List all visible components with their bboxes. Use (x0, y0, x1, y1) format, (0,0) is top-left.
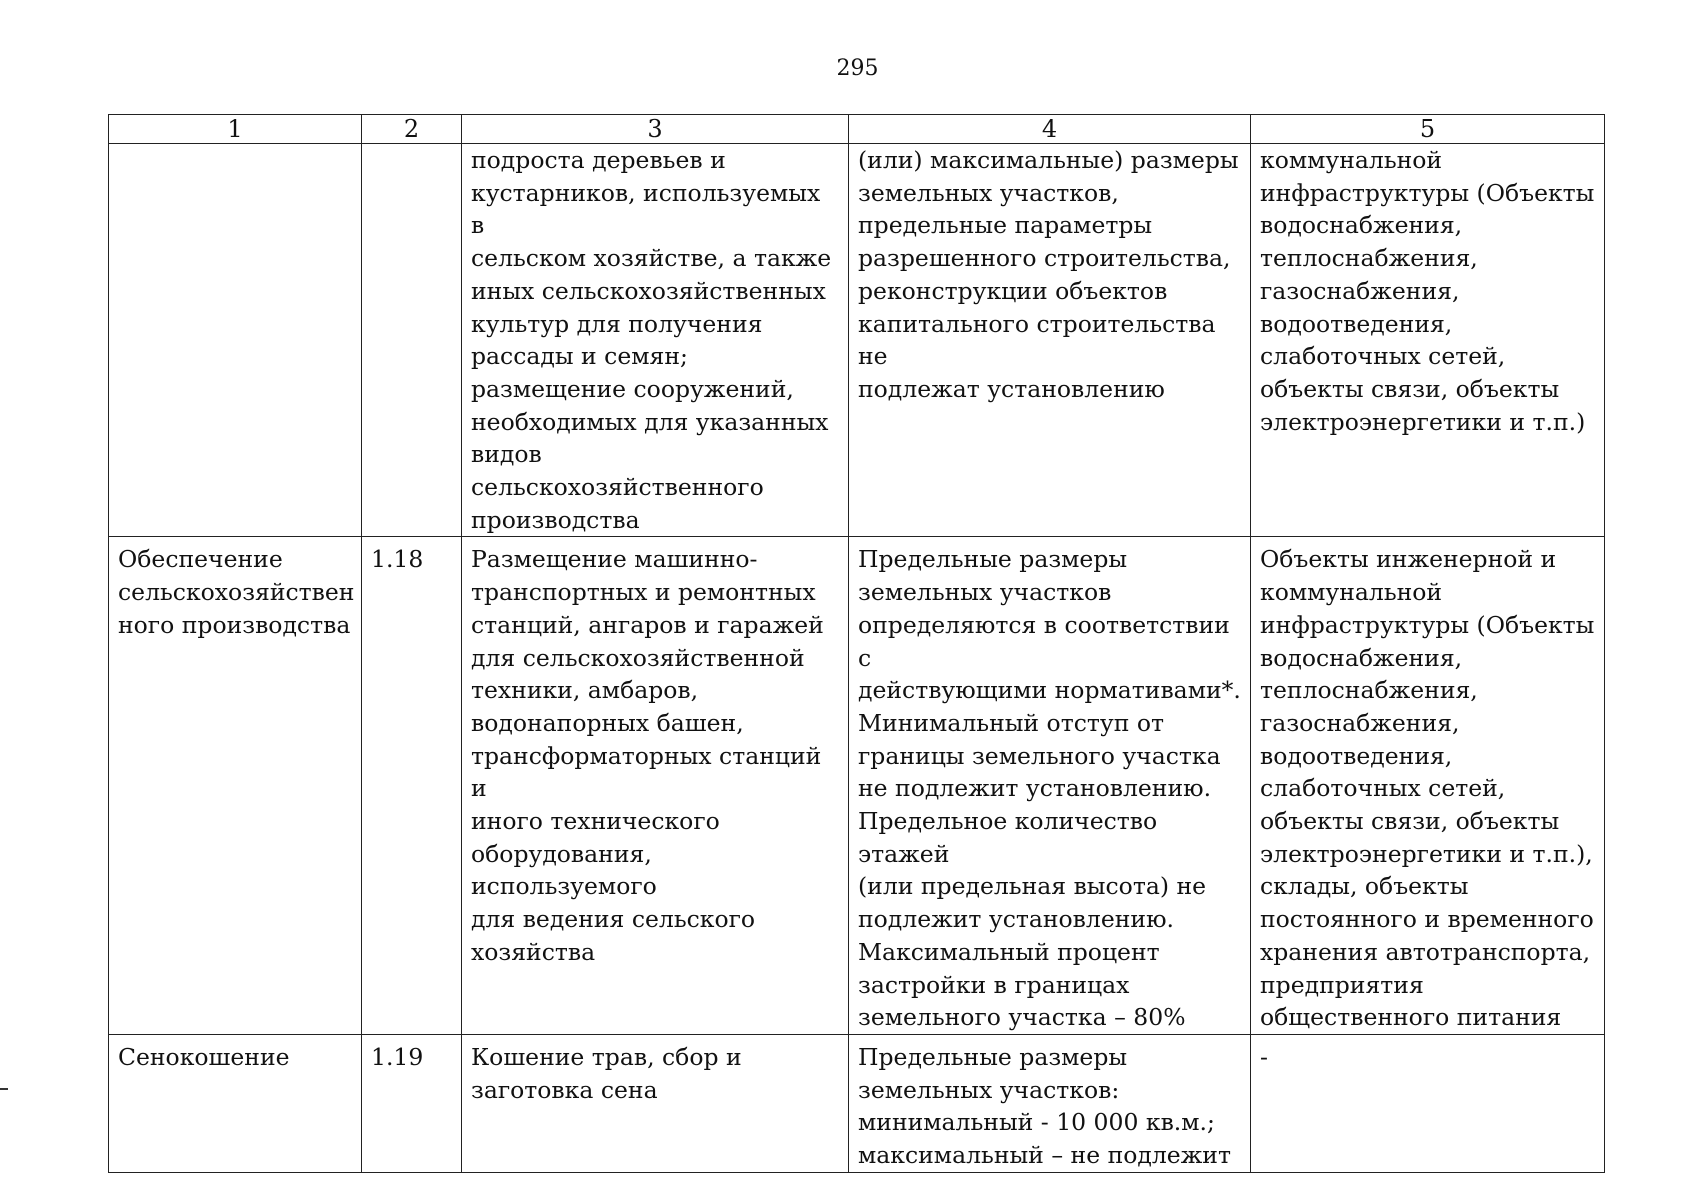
column-header-3: 3 (462, 115, 849, 144)
auxiliary-uses-cell: - (1251, 1034, 1605, 1172)
use-code-cell: 1.19 (362, 1034, 462, 1172)
column-header-5: 5 (1251, 115, 1605, 144)
use-description-cell: подроста деревьев и кустарников, используемых в сельском хозяйстве, а также иных сельскохозяйственных культур для получения рассады и семян; размещение сооружений, необходимых для указанных видов сельскохозяйственного производства (462, 144, 849, 537)
parameters-cell: Предельные размеры земельных участков: минимальный - 10 000 кв.м.; максимальный – не подлежит (849, 1034, 1251, 1172)
table-header-row (109, 115, 1605, 144)
column-header-4: 4 (849, 115, 1251, 144)
parameters-cell: Предельные размеры земельных участков определяются в соответствии с действующими нормативами*. Минимальный отступ от границы земельного участка не подлежит установлению. Предельное количество этажей (или предельная высота) не подлежит установлению. Максимальный процент застройки в границах земельного участка – 80% (849, 537, 1251, 1035)
column-header-2: 2 (362, 115, 462, 144)
column-header-1: 1 (109, 115, 362, 144)
auxiliary-uses-cell: Объекты инженерной и коммунальной инфраструктуры (Объекты водоснабжения, теплоснабжения, газоснабжения, водоотведения, слаботочных сетей, объекты связи, объекты электроэнергетики и т.п.), склады, объекты постоянного и временного хранения автотранспорта, предприятия общественного питания (1251, 537, 1605, 1035)
auxiliary-uses-cell: коммунальной инфраструктуры (Объекты водоснабжения, теплоснабжения, газоснабжения, водоотведения, слаботочных сетей, объекты связи, объекты электроэнергетики и т.п.) (1251, 144, 1605, 537)
use-name-cell (109, 144, 362, 537)
table-row (109, 1034, 1605, 1172)
use-code-cell (362, 144, 462, 537)
scan-edge-mark (0, 1088, 8, 1090)
use-name-cell: Сенокошение (109, 1034, 362, 1172)
use-name-cell: Обеспечение сельскохозяйствен ного производства (109, 537, 362, 1035)
use-description-cell: Кошение трав, сбор и заготовка сена (462, 1034, 849, 1172)
use-description-cell: Размещение машинно- транспортных и ремонтных станций, ангаров и гаражей для сельскохозяйственной техники, амбаров, водонапорных башен, трансформаторных станций и иного технического оборудования, используемого для ведения сельского хозяйства (462, 537, 849, 1035)
parameters-cell: (или) максимальные) размеры земельных участков, предельные параметры разрешенного строительства, реконструкции объектов капитального строительства не подлежат установлению (849, 144, 1251, 537)
table-row (109, 537, 1605, 1035)
land-use-table (108, 114, 1605, 1173)
use-code-cell: 1.18 (362, 537, 462, 1035)
table-row (109, 144, 1605, 537)
page-number: 295 (836, 56, 879, 81)
